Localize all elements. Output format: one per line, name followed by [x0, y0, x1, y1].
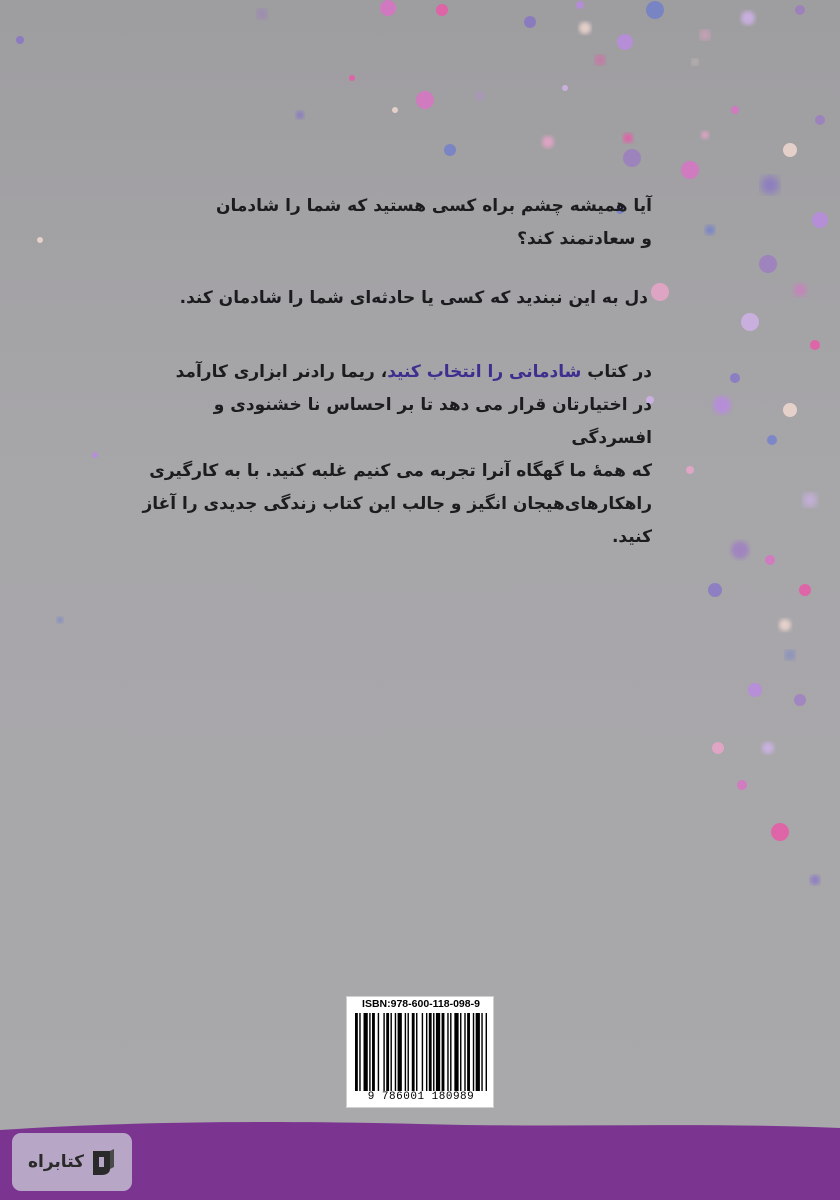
blurb-p3-line-3: که همهٔ ما گهگاه آنرا تجربه می کنیم غلبه کنید. با به کارگیری [149, 461, 652, 481]
confetti-dot [803, 493, 817, 507]
barcode-bar [426, 1013, 427, 1091]
confetti-dot [436, 4, 448, 16]
blurb-p3-line-1 [132, 356, 652, 389]
confetti-dot [542, 136, 554, 148]
confetti-dot [771, 823, 789, 841]
confetti-dot [681, 161, 699, 179]
confetti-dot [692, 59, 698, 65]
confetti-dot [349, 75, 355, 81]
confetti-dot [779, 619, 791, 631]
confetti-dot [705, 225, 715, 235]
barcode-bar [436, 1013, 440, 1091]
barcode-bar [372, 1013, 375, 1091]
barcode-bar [442, 1013, 445, 1091]
confetti-dot [646, 1, 664, 19]
barcode-bar [383, 1013, 384, 1091]
confetti-dot [700, 30, 710, 40]
barcode-bar [481, 1013, 482, 1091]
confetti-dot [701, 131, 709, 139]
confetti-dot [783, 403, 797, 417]
barcode-bar [364, 1013, 368, 1091]
barcode-bar [355, 1013, 358, 1091]
confetti-dot [686, 466, 694, 474]
confetti-dot [595, 55, 605, 65]
confetti-dot [765, 555, 775, 565]
barcode-bar [473, 1013, 474, 1091]
barcode-bar [408, 1013, 409, 1091]
confetti-dot [794, 284, 806, 296]
confetti-dot [713, 396, 731, 414]
confetti-dot [712, 742, 724, 754]
barcode-bar [422, 1013, 423, 1091]
confetti-dot [524, 16, 536, 28]
barcode-bar [476, 1013, 480, 1091]
confetti-dot [741, 313, 759, 331]
confetti-dot [416, 91, 434, 109]
isbn-barcode [346, 996, 494, 1108]
confetti-dot [767, 435, 777, 445]
confetti-dot [762, 742, 774, 754]
confetti-dot [737, 780, 747, 790]
confetti-dot [257, 9, 267, 19]
blurb-p1-line-1: آیا همیشه چشم براه کسی هستید که شما را شادمان [215, 196, 652, 216]
confetti-dot [562, 85, 568, 91]
confetti-dot [392, 107, 398, 113]
barcode-bar [464, 1013, 465, 1091]
blurb-paragraph-3 [132, 356, 652, 554]
barcode-bar [450, 1013, 451, 1091]
confetti-dot [623, 149, 641, 167]
blurb-paragraph-1 [182, 190, 652, 256]
confetti-dot [785, 650, 795, 660]
confetti-dot [296, 111, 304, 119]
blurb-p3-line-4: راهکارهای‌هیجان انگیز و جالب این کتاب زندگی جدیدی را آغاز کنید. [142, 494, 652, 547]
barcode-bar [386, 1013, 389, 1091]
confetti-dot [759, 255, 777, 273]
confetti-dot [37, 237, 43, 243]
barcode-bar [398, 1013, 402, 1091]
isbn-label: ISBN:978-600-118-098-9 [362, 998, 480, 1010]
ketabrah-logo-text: کتابراه [27, 1152, 85, 1172]
confetti-dot [748, 683, 762, 697]
confetti-dot [783, 143, 797, 157]
barcode-bar [390, 1013, 391, 1091]
barcode-bar [405, 1013, 406, 1091]
confetti-dot [794, 694, 806, 706]
blurb-p2-line-1: دل به این نبندید که کسی یا حادثه‌ای شما را شادمان کند. [179, 288, 648, 308]
confetti-dot [651, 283, 669, 301]
blurb-p3-prefix: در کتاب [587, 362, 652, 382]
confetti-dot [444, 144, 456, 156]
barcode-bar [359, 1013, 360, 1091]
confetti-dot [815, 115, 825, 125]
confetti-dot [708, 583, 722, 597]
confetti-dot [617, 34, 633, 50]
barcode-bar [433, 1013, 434, 1091]
confetti-dot [623, 133, 633, 143]
footer-band [0, 1118, 840, 1200]
barcode-bar [454, 1013, 458, 1091]
confetti-dot [761, 176, 779, 194]
barcode-bar [369, 1013, 370, 1091]
ketabrah-logo[interactable] [12, 1133, 132, 1191]
blurb-p3-suffix: ، ریما رادنر ابزاری کارآمد [175, 362, 388, 382]
barcode-bar [412, 1013, 415, 1091]
barcode-bar [429, 1013, 432, 1091]
barcode-bar [416, 1013, 417, 1091]
confetti-dot [799, 584, 811, 596]
confetti-dot [731, 106, 739, 114]
barcode-bar [486, 1013, 487, 1091]
confetti-dot [730, 373, 740, 383]
confetti-dot [741, 11, 755, 25]
barcode-digits: 9 786001 180989 [367, 1091, 475, 1103]
barcode-bar [395, 1013, 396, 1091]
confetti-dot [579, 22, 591, 34]
confetti-dot [476, 92, 484, 100]
barcode-bars [355, 1013, 487, 1091]
blurb-paragraph-2 [178, 282, 648, 315]
confetti-dot [810, 875, 820, 885]
confetti-dot [57, 617, 63, 623]
book-title-highlight: شادمانی را انتخاب کنید [387, 362, 582, 382]
confetti-dot [810, 340, 820, 350]
barcode-bar [378, 1013, 379, 1091]
confetti-dot [576, 1, 584, 9]
barcode-bar [460, 1013, 461, 1091]
barcode-bar [467, 1013, 470, 1091]
confetti-dot [16, 36, 24, 44]
confetti-dot [380, 0, 396, 16]
blurb-p3-line-2: در اختیارتان قرار می دهد تا بر احساس نا خشنودی و افسردگی [213, 395, 652, 448]
barcode-bar [447, 1013, 448, 1091]
confetti-dot [731, 541, 749, 559]
confetti-dot [795, 5, 805, 15]
ketabrah-logo-icon [90, 1147, 116, 1177]
confetti-dot [812, 212, 828, 228]
blurb-p1-line-2: و سعادتمند کند؟ [517, 229, 652, 249]
confetti-dot [92, 452, 98, 458]
